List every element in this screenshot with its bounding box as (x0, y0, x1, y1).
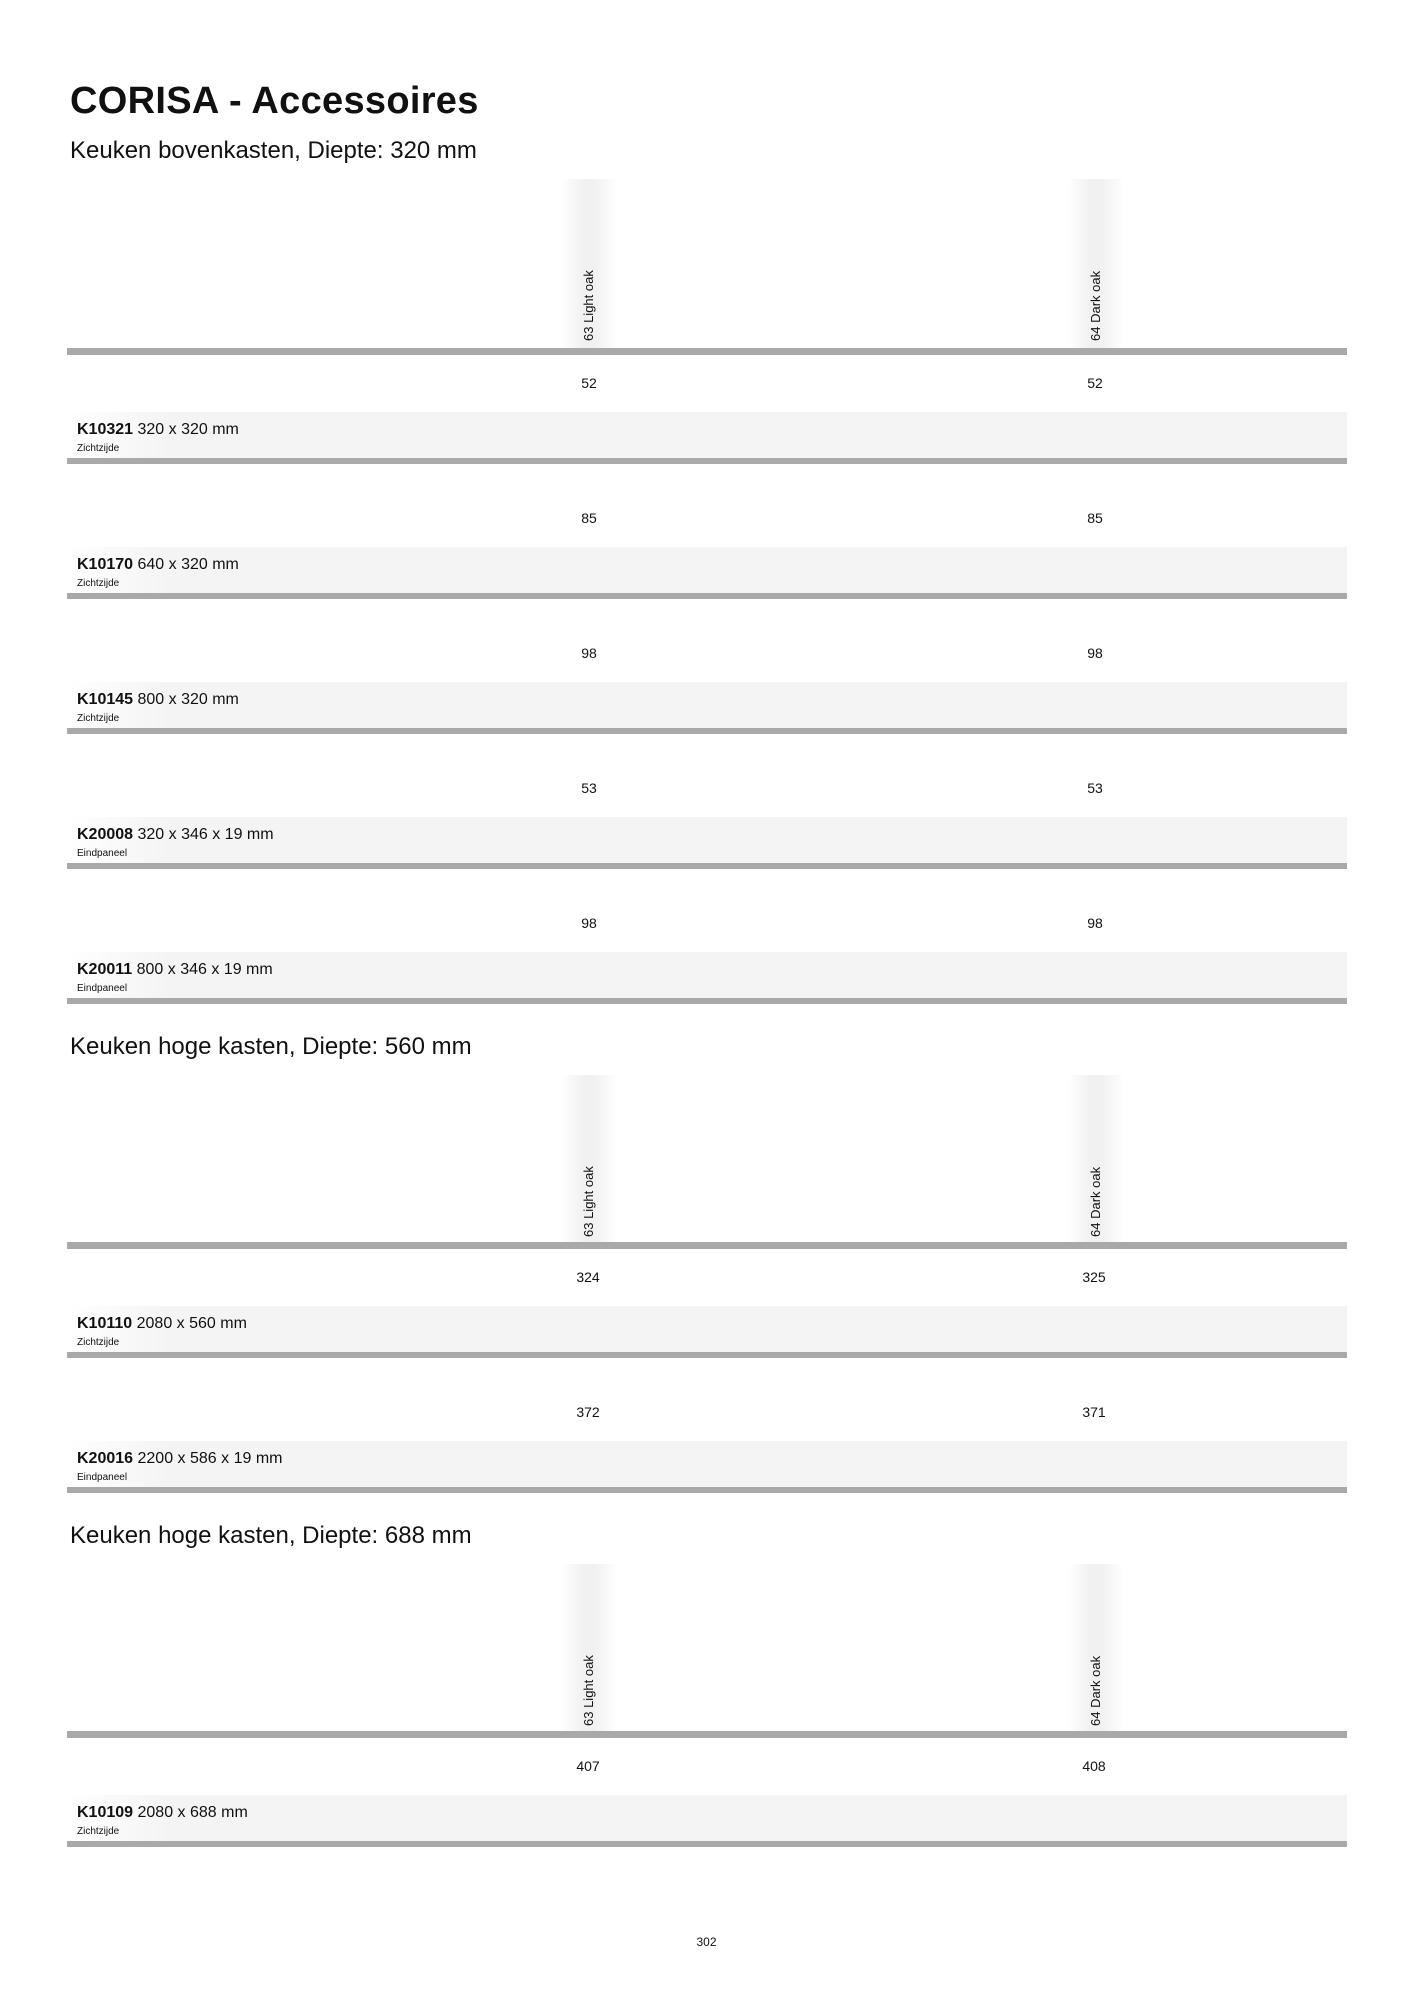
price-dark-oak: 52 (1087, 375, 1103, 391)
item-size: 320 x 346 x 19 mm (137, 826, 274, 843)
item-code: K20011 (77, 961, 133, 978)
item-size: 2080 x 688 mm (137, 1804, 248, 1821)
price-dark-oak: 371 (1082, 1404, 1106, 1420)
column-header-light-oak: 63 Light oak (561, 1564, 617, 1734)
price-light-oak: 98 (581, 915, 597, 931)
item-type: Zichtzijde (77, 1826, 120, 1837)
item-description (77, 691, 239, 709)
item-description (77, 961, 273, 979)
item-description (77, 1804, 248, 1822)
row-divider (67, 593, 1347, 599)
item-size: 800 x 320 mm (137, 691, 239, 708)
price-dark-oak: 98 (1087, 645, 1103, 661)
item-code: K10145 (77, 691, 134, 708)
item-code: K10170 (77, 556, 134, 573)
item-size: 640 x 320 mm (137, 556, 239, 573)
section-title: Keuken hoge kasten, Diepte: 560 mm (70, 1033, 472, 1060)
header-divider (67, 348, 1347, 355)
column-header-dark-oak: 64 Dark oak (1068, 179, 1124, 349)
price-dark-oak: 408 (1082, 1758, 1106, 1774)
section-title: Keuken hoge kasten, Diepte: 688 mm (70, 1522, 472, 1549)
item-code: K10110 (77, 1315, 133, 1332)
item-code: K20008 (77, 826, 134, 843)
table-row (67, 1441, 1347, 1487)
item-size: 2080 x 560 mm (136, 1315, 247, 1332)
table-row (67, 682, 1347, 728)
item-description (77, 1450, 282, 1468)
item-type: Zichtzijde (77, 713, 120, 724)
header-divider (67, 1731, 1347, 1738)
row-divider (67, 998, 1347, 1004)
table-row (67, 952, 1347, 998)
item-description (77, 421, 239, 439)
item-type: Eindpaneel (77, 848, 128, 859)
price-dark-oak: 53 (1087, 780, 1103, 796)
item-type: Zichtzijde (77, 578, 120, 589)
item-size: 320 x 320 mm (137, 421, 239, 438)
column-header-dark-oak: 64 Dark oak (1068, 1564, 1124, 1734)
row-divider (67, 1352, 1347, 1358)
item-code: K10109 (77, 1804, 134, 1821)
section-title: Keuken bovenkasten, Diepte: 320 mm (70, 137, 477, 164)
header-divider (67, 1242, 1347, 1249)
page-number: 302 (696, 1935, 717, 1949)
price-dark-oak: 325 (1082, 1269, 1106, 1285)
table-row (67, 412, 1347, 458)
item-size: 2200 x 586 x 19 mm (137, 1450, 283, 1467)
row-divider (67, 458, 1347, 464)
table-row (67, 1795, 1347, 1841)
row-divider (67, 1487, 1347, 1493)
column-header-light-oak: 63 Light oak (561, 179, 617, 349)
price-dark-oak: 98 (1087, 915, 1103, 931)
item-description (77, 826, 274, 844)
item-description (77, 556, 239, 574)
column-header-dark-oak: 64 Dark oak (1068, 1075, 1124, 1245)
item-type: Zichtzijde (77, 1337, 120, 1348)
price-light-oak: 52 (581, 375, 597, 391)
row-divider (67, 728, 1347, 734)
item-type: Eindpaneel (77, 983, 128, 994)
table-row (67, 1306, 1347, 1352)
item-type: Zichtzijde (77, 443, 120, 454)
item-size: 800 x 346 x 19 mm (136, 961, 273, 978)
price-light-oak: 85 (581, 510, 597, 526)
column-header-light-oak: 63 Light oak (561, 1075, 617, 1245)
price-light-oak: 98 (581, 645, 597, 661)
page-title: CORISA - Accessoires (70, 80, 479, 122)
table-row (67, 547, 1347, 593)
table-row (67, 817, 1347, 863)
price-light-oak: 372 (576, 1404, 600, 1420)
price-light-oak: 53 (581, 780, 597, 796)
item-description (77, 1315, 247, 1333)
row-divider (67, 863, 1347, 869)
item-code: K10321 (77, 421, 134, 438)
row-divider (67, 1841, 1347, 1847)
price-light-oak: 407 (576, 1758, 600, 1774)
price-light-oak: 324 (576, 1269, 600, 1285)
price-dark-oak: 85 (1087, 510, 1103, 526)
item-code: K20016 (77, 1450, 134, 1467)
item-type: Eindpaneel (77, 1472, 128, 1483)
